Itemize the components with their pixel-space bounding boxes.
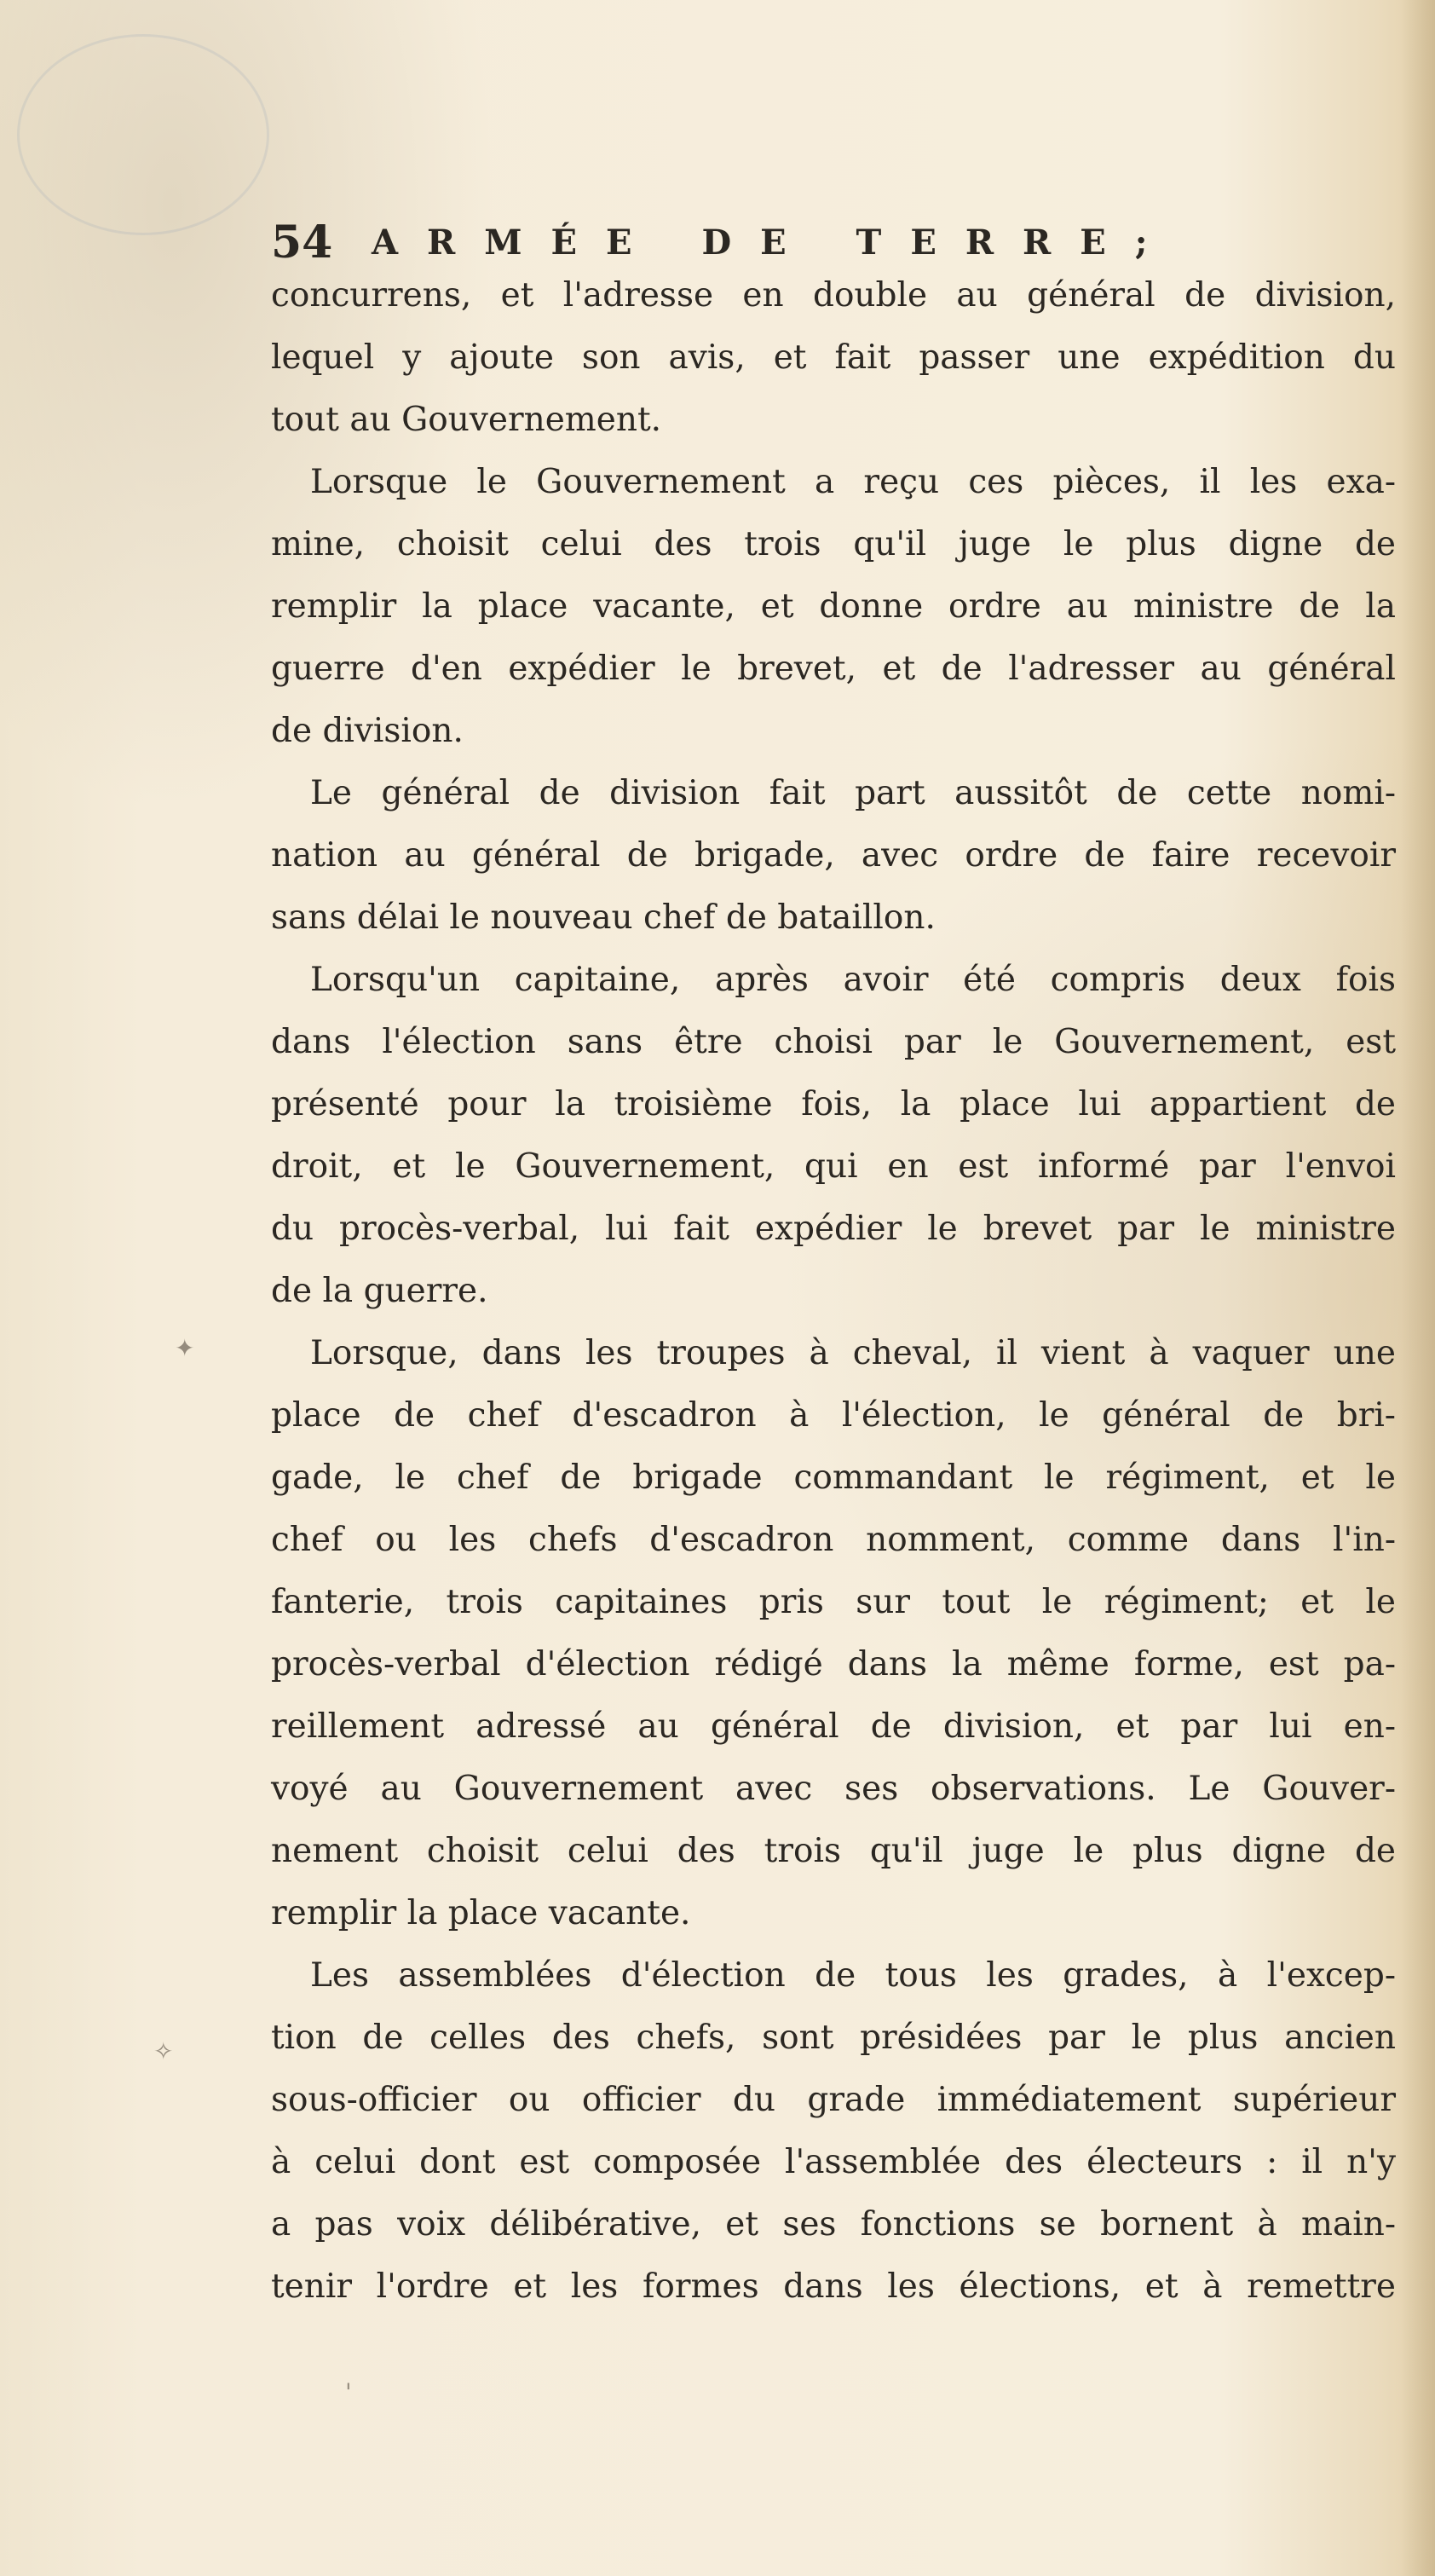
text-line: gade, le chef de brigade commandant le régiment, et le <box>271 1458 1396 1497</box>
text-line: sous-officier ou officier du grade immédiatement supérieur <box>271 2081 1396 2119</box>
text-line: fanterie, trois capitaines pris sur tout le régiment; et le <box>271 1583 1396 1621</box>
text-line: droit, et le Gouvernement, qui en est informé par l'envoi <box>271 1147 1396 1186</box>
text-line: dans l'élection sans être choisi par le Gouvernement, est <box>271 1023 1396 1061</box>
margin-stain-mark: ✦ <box>175 1334 195 1362</box>
text-line: de division. <box>271 712 464 750</box>
text-line: tenir l'ordre et les formes dans les élections, et à remettre <box>271 2267 1396 2306</box>
text-line: a pas voix délibérative, et ses fonctions se bornent à main- <box>271 2205 1396 2244</box>
text-line: tion de celles des chefs, sont présidées par le plus ancien <box>271 2019 1396 2057</box>
text-line: du procès-verbal, lui fait expédier le brevet par le ministre <box>271 1210 1396 1248</box>
page-edge-shadow <box>1401 0 1435 2576</box>
text-line: de la guerre. <box>271 1272 488 1310</box>
text-line: Le général de division fait part aussitôt de cette nomi- <box>310 774 1396 812</box>
text-line: Lorsque le Gouvernement a reçu ces pièces, il les exa- <box>310 463 1396 501</box>
text-line: remplir la place vacante, et donne ordre au ministre de la <box>271 587 1396 626</box>
text-line: concurrens, et l'adresse en double au général de division, <box>271 276 1396 315</box>
text-line: reillement adressé au général de division, et par lui en- <box>271 1707 1396 1746</box>
text-line: nement choisit celui des trois qu'il juge le plus digne de <box>271 1832 1396 1870</box>
text-line: Lorsqu'un capitaine, après avoir été compris deux fois <box>310 961 1396 999</box>
text-line: Les assemblées d'élection de tous les grades, à l'excep- <box>310 1956 1396 1995</box>
text-line: lequel y ajoute son avis, et fait passer une expédition du <box>271 338 1396 377</box>
text-line: à celui dont est composée l'assemblée des électeurs : il n'y <box>271 2143 1396 2181</box>
text-line: tout au Gouvernement. <box>271 401 662 439</box>
text-line: présenté pour la troisième fois, la place lui appartient de <box>271 1085 1396 1123</box>
text-line: voyé au Gouvernement avec ses observations. Le Gouver- <box>271 1770 1396 1808</box>
text-line: place de chef d'escadron à l'élection, le général de bri- <box>271 1396 1396 1435</box>
text-line: procès-verbal d'élection rédigé dans la même forme, est pa- <box>271 1645 1396 1684</box>
text-line: guerre d'en expédier le brevet, et de l'adresser au général <box>271 650 1396 688</box>
margin-stain-mark: ' <box>345 2378 352 2406</box>
running-head: ARMÉE DE TERRE; <box>372 222 1177 263</box>
page-number: 54 <box>271 217 333 269</box>
text-line: sans délai le nouveau chef de bataillon. <box>271 898 936 937</box>
text-line: Lorsque, dans les troupes à cheval, il vient à vaquer une <box>310 1334 1396 1372</box>
text-line: remplir la place vacante. <box>271 1894 691 1932</box>
text-line: nation au général de brigade, avec ordre de faire recevoir <box>271 836 1396 875</box>
margin-stain-mark: ✧ <box>153 2037 174 2065</box>
text-line: chef ou les chefs d'escadron nomment, comme dans l'in- <box>271 1521 1396 1559</box>
body-text <box>271 264 1396 2318</box>
text-line: mine, choisit celui des trois qu'il juge le plus digne de <box>271 525 1396 563</box>
library-stamp <box>17 34 269 235</box>
